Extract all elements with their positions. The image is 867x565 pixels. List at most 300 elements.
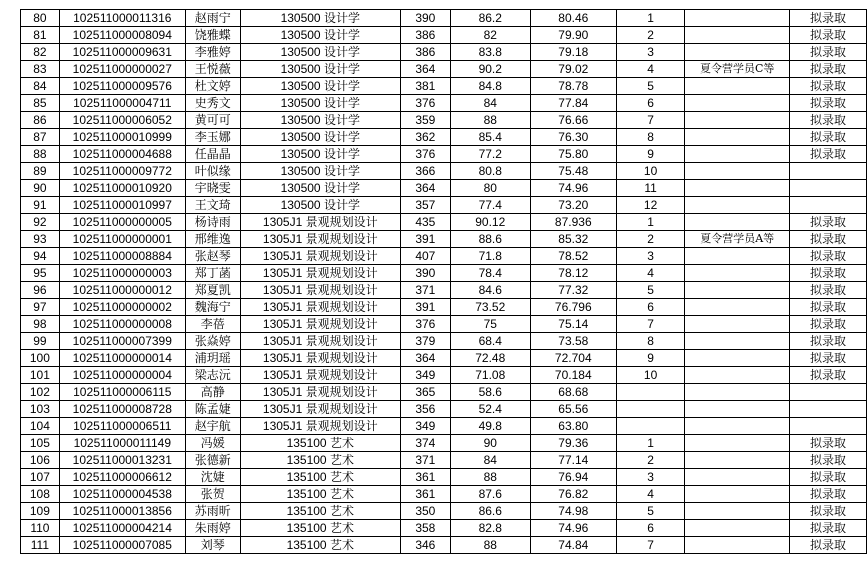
candidate-id-cell: 102511000009576 [59, 78, 185, 95]
row-number-cell: 84 [21, 78, 60, 95]
total-score-cell: 76.66 [530, 112, 616, 129]
retest-score-cell: 88.6 [450, 231, 530, 248]
rank-cell: 4 [616, 61, 685, 78]
major-cell: 135100 艺术 [240, 435, 400, 452]
candidate-id-cell: 102511000010920 [59, 180, 185, 197]
total-score-cell: 74.96 [530, 180, 616, 197]
admission-result-cell [790, 384, 867, 401]
candidate-id-cell: 102511000000008 [59, 316, 185, 333]
major-cell: 1305J1 景观规划设计 [240, 248, 400, 265]
major-cell: 130500 设计学 [240, 112, 400, 129]
major-cell: 130500 设计学 [240, 27, 400, 44]
table-row [21, 401, 867, 418]
rank-cell: 7 [616, 316, 685, 333]
retest-score-cell: 73.52 [450, 299, 530, 316]
table-row [21, 316, 867, 333]
exam-score-cell: 349 [400, 418, 450, 435]
table-row [21, 27, 867, 44]
admission-result-cell: 拟录取 [790, 231, 867, 248]
major-cell: 135100 艺术 [240, 503, 400, 520]
admission-result-cell: 拟录取 [790, 333, 867, 350]
rank-cell: 1 [616, 10, 685, 27]
exam-score-cell: 371 [400, 452, 450, 469]
exam-score-cell: 357 [400, 197, 450, 214]
row-number-cell: 90 [21, 180, 60, 197]
admission-result-cell: 拟录取 [790, 299, 867, 316]
row-number-cell: 100 [21, 350, 60, 367]
candidate-name-cell: 杨诗雨 [185, 214, 240, 231]
rank-cell: 5 [616, 282, 685, 299]
remark-cell [685, 384, 790, 401]
total-score-cell: 77.14 [530, 452, 616, 469]
table-row [21, 537, 867, 554]
remark-cell [685, 10, 790, 27]
exam-score-cell: 391 [400, 231, 450, 248]
rank-cell: 7 [616, 537, 685, 554]
major-cell: 130500 设计学 [240, 197, 400, 214]
candidate-name-cell: 张贺 [185, 486, 240, 503]
rank-cell: 7 [616, 112, 685, 129]
rank-cell [616, 418, 685, 435]
exam-score-cell: 391 [400, 299, 450, 316]
remark-cell [685, 503, 790, 520]
candidate-name-cell: 高静 [185, 384, 240, 401]
candidate-id-cell: 102511000013231 [59, 452, 185, 469]
admission-result-cell: 拟录取 [790, 61, 867, 78]
remark-cell [685, 282, 790, 299]
candidate-id-cell: 102511000008728 [59, 401, 185, 418]
candidate-id-cell: 102511000000004 [59, 367, 185, 384]
retest-score-cell: 49.8 [450, 418, 530, 435]
total-score-cell: 75.14 [530, 316, 616, 333]
remark-cell [685, 350, 790, 367]
candidate-name-cell: 梁志沅 [185, 367, 240, 384]
table-row [21, 146, 867, 163]
rank-cell: 10 [616, 367, 685, 384]
table-row [21, 129, 867, 146]
candidate-name-cell: 郑丁菡 [185, 265, 240, 282]
row-number-cell: 96 [21, 282, 60, 299]
remark-cell [685, 27, 790, 44]
retest-score-cell: 90.2 [450, 61, 530, 78]
admission-result-cell: 拟录取 [790, 265, 867, 282]
major-cell: 130500 设计学 [240, 61, 400, 78]
admission-result-cell: 拟录取 [790, 248, 867, 265]
total-score-cell: 70.184 [530, 367, 616, 384]
row-number-cell: 111 [21, 537, 60, 554]
row-number-cell: 99 [21, 333, 60, 350]
row-number-cell: 95 [21, 265, 60, 282]
candidate-name-cell: 张焱婷 [185, 333, 240, 350]
retest-score-cell: 86.2 [450, 10, 530, 27]
candidate-name-cell: 杜文婷 [185, 78, 240, 95]
remark-cell [685, 197, 790, 214]
total-score-cell: 79.18 [530, 44, 616, 61]
rank-cell: 8 [616, 333, 685, 350]
row-number-cell: 81 [21, 27, 60, 44]
retest-score-cell: 84.8 [450, 78, 530, 95]
table-row [21, 44, 867, 61]
exam-score-cell: 346 [400, 537, 450, 554]
major-cell: 1305J1 景观规划设计 [240, 418, 400, 435]
exam-score-cell: 361 [400, 486, 450, 503]
candidate-name-cell: 饶雅蝶 [185, 27, 240, 44]
candidate-id-cell: 102511000006052 [59, 112, 185, 129]
exam-score-cell: 359 [400, 112, 450, 129]
remark-cell [685, 265, 790, 282]
row-number-cell: 92 [21, 214, 60, 231]
admission-result-cell: 拟录取 [790, 520, 867, 537]
row-number-cell: 80 [21, 10, 60, 27]
major-cell: 1305J1 景观规划设计 [240, 316, 400, 333]
admission-result-cell [790, 180, 867, 197]
admission-result-cell: 拟录取 [790, 282, 867, 299]
total-score-cell: 77.84 [530, 95, 616, 112]
rank-cell: 8 [616, 129, 685, 146]
total-score-cell: 78.52 [530, 248, 616, 265]
remark-cell [685, 299, 790, 316]
candidate-id-cell: 102511000000005 [59, 214, 185, 231]
total-score-cell: 74.84 [530, 537, 616, 554]
candidate-id-cell: 102511000009772 [59, 163, 185, 180]
row-number-cell: 104 [21, 418, 60, 435]
rank-cell: 3 [616, 44, 685, 61]
candidate-name-cell: 苏雨昕 [185, 503, 240, 520]
row-number-cell: 108 [21, 486, 60, 503]
major-cell: 135100 艺术 [240, 537, 400, 554]
candidate-id-cell: 102511000010997 [59, 197, 185, 214]
row-number-cell: 88 [21, 146, 60, 163]
table-row [21, 435, 867, 452]
candidate-id-cell: 102511000013856 [59, 503, 185, 520]
admission-result-cell [790, 418, 867, 435]
row-number-cell: 97 [21, 299, 60, 316]
candidate-id-cell: 102511000004214 [59, 520, 185, 537]
row-number-cell: 106 [21, 452, 60, 469]
retest-score-cell: 82 [450, 27, 530, 44]
candidate-name-cell: 黄可可 [185, 112, 240, 129]
candidate-name-cell: 李蓓 [185, 316, 240, 333]
candidate-id-cell: 102511000007085 [59, 537, 185, 554]
total-score-cell: 76.30 [530, 129, 616, 146]
retest-score-cell: 80 [450, 180, 530, 197]
candidate-id-cell: 102511000004711 [59, 95, 185, 112]
total-score-cell: 74.96 [530, 520, 616, 537]
candidate-id-cell: 102511000000002 [59, 299, 185, 316]
candidate-name-cell: 赵雨宁 [185, 10, 240, 27]
rank-cell: 10 [616, 163, 685, 180]
exam-score-cell: 366 [400, 163, 450, 180]
candidate-name-cell: 冯媛 [185, 435, 240, 452]
retest-score-cell: 88 [450, 469, 530, 486]
major-cell: 135100 艺术 [240, 486, 400, 503]
total-score-cell: 76.94 [530, 469, 616, 486]
rank-cell: 2 [616, 27, 685, 44]
major-cell: 1305J1 景观规划设计 [240, 401, 400, 418]
row-number-cell: 89 [21, 163, 60, 180]
remark-cell [685, 112, 790, 129]
table-row [21, 469, 867, 486]
remark-cell [685, 435, 790, 452]
retest-score-cell: 88 [450, 537, 530, 554]
table-row [21, 503, 867, 520]
retest-score-cell: 87.6 [450, 486, 530, 503]
table-row [21, 520, 867, 537]
total-score-cell: 76.796 [530, 299, 616, 316]
retest-score-cell: 71.08 [450, 367, 530, 384]
retest-score-cell: 78.4 [450, 265, 530, 282]
candidate-name-cell: 任晶晶 [185, 146, 240, 163]
exam-score-cell: 356 [400, 401, 450, 418]
major-cell: 1305J1 景观规划设计 [240, 350, 400, 367]
candidate-id-cell: 102511000004688 [59, 146, 185, 163]
retest-score-cell: 84 [450, 95, 530, 112]
table-row [21, 112, 867, 129]
major-cell: 130500 设计学 [240, 180, 400, 197]
rank-cell: 4 [616, 486, 685, 503]
remark-cell [685, 163, 790, 180]
major-cell: 130500 设计学 [240, 44, 400, 61]
remark-cell [685, 452, 790, 469]
admission-result-cell [790, 401, 867, 418]
rank-cell: 11 [616, 180, 685, 197]
retest-score-cell: 52.4 [450, 401, 530, 418]
candidate-id-cell: 102511000010999 [59, 129, 185, 146]
candidate-name-cell: 浦玥瑶 [185, 350, 240, 367]
total-score-cell: 76.82 [530, 486, 616, 503]
admission-result-cell: 拟录取 [790, 435, 867, 452]
remark-cell [685, 78, 790, 95]
candidate-name-cell: 陈孟婕 [185, 401, 240, 418]
exam-score-cell: 371 [400, 282, 450, 299]
exam-score-cell: 376 [400, 146, 450, 163]
major-cell: 1305J1 景观规划设计 [240, 384, 400, 401]
row-number-cell: 94 [21, 248, 60, 265]
rank-cell [616, 401, 685, 418]
table-row [21, 248, 867, 265]
major-cell: 130500 设计学 [240, 78, 400, 95]
admission-result-cell [790, 163, 867, 180]
total-score-cell: 79.90 [530, 27, 616, 44]
table-row [21, 282, 867, 299]
row-number-cell: 105 [21, 435, 60, 452]
admission-result-cell: 拟录取 [790, 350, 867, 367]
retest-score-cell: 84.6 [450, 282, 530, 299]
row-number-cell: 102 [21, 384, 60, 401]
exam-score-cell: 364 [400, 180, 450, 197]
candidate-id-cell: 102511000011149 [59, 435, 185, 452]
exam-score-cell: 364 [400, 61, 450, 78]
rank-cell: 2 [616, 231, 685, 248]
retest-score-cell: 85.4 [450, 129, 530, 146]
total-score-cell: 80.46 [530, 10, 616, 27]
admission-result-cell: 拟录取 [790, 537, 867, 554]
admission-result-cell: 拟录取 [790, 367, 867, 384]
candidate-id-cell: 102511000009631 [59, 44, 185, 61]
total-score-cell: 65.56 [530, 401, 616, 418]
exam-score-cell: 407 [400, 248, 450, 265]
remark-cell [685, 333, 790, 350]
retest-score-cell: 90 [450, 435, 530, 452]
major-cell: 1305J1 景观规划设计 [240, 231, 400, 248]
candidate-name-cell: 刘琴 [185, 537, 240, 554]
rank-cell: 3 [616, 248, 685, 265]
exam-score-cell: 376 [400, 95, 450, 112]
total-score-cell: 87.936 [530, 214, 616, 231]
major-cell: 135100 艺术 [240, 469, 400, 486]
remark-cell [685, 401, 790, 418]
total-score-cell: 72.704 [530, 350, 616, 367]
total-score-cell: 74.98 [530, 503, 616, 520]
remark-cell [685, 316, 790, 333]
exam-score-cell: 364 [400, 350, 450, 367]
admission-result-cell: 拟录取 [790, 214, 867, 231]
remark-cell [685, 180, 790, 197]
row-number-cell: 85 [21, 95, 60, 112]
remark-cell [685, 486, 790, 503]
total-score-cell: 68.68 [530, 384, 616, 401]
rank-cell: 1 [616, 214, 685, 231]
admission-result-cell: 拟录取 [790, 146, 867, 163]
retest-score-cell: 90.12 [450, 214, 530, 231]
exam-score-cell: 362 [400, 129, 450, 146]
candidate-id-cell: 102511000000027 [59, 61, 185, 78]
admission-result-cell: 拟录取 [790, 27, 867, 44]
admission-result-cell: 拟录取 [790, 129, 867, 146]
rank-cell: 5 [616, 78, 685, 95]
admission-result-cell: 拟录取 [790, 95, 867, 112]
row-number-cell: 107 [21, 469, 60, 486]
row-number-cell: 93 [21, 231, 60, 248]
retest-score-cell: 58.6 [450, 384, 530, 401]
candidate-name-cell: 李玉娜 [185, 129, 240, 146]
admission-result-cell: 拟录取 [790, 452, 867, 469]
candidate-name-cell: 朱雨婷 [185, 520, 240, 537]
major-cell: 1305J1 景观规划设计 [240, 367, 400, 384]
admission-result-cell: 拟录取 [790, 469, 867, 486]
total-score-cell: 78.12 [530, 265, 616, 282]
major-cell: 130500 设计学 [240, 95, 400, 112]
table-row [21, 197, 867, 214]
total-score-cell: 75.48 [530, 163, 616, 180]
table-row [21, 384, 867, 401]
exam-score-cell: 365 [400, 384, 450, 401]
exam-score-cell: 358 [400, 520, 450, 537]
rank-cell: 2 [616, 452, 685, 469]
candidate-name-cell: 叶似缘 [185, 163, 240, 180]
retest-score-cell: 72.48 [450, 350, 530, 367]
table-row [21, 367, 867, 384]
table-row [21, 95, 867, 112]
row-number-cell: 86 [21, 112, 60, 129]
total-score-cell: 75.80 [530, 146, 616, 163]
major-cell: 135100 艺术 [240, 520, 400, 537]
exam-score-cell: 381 [400, 78, 450, 95]
candidate-name-cell: 张赵琴 [185, 248, 240, 265]
table-row [21, 333, 867, 350]
major-cell: 130500 设计学 [240, 146, 400, 163]
major-cell: 130500 设计学 [240, 163, 400, 180]
total-score-cell: 73.58 [530, 333, 616, 350]
candidate-id-cell: 102511000011316 [59, 10, 185, 27]
remark-cell [685, 214, 790, 231]
row-number-cell: 83 [21, 61, 60, 78]
admission-result-cell: 拟录取 [790, 78, 867, 95]
exam-score-cell: 349 [400, 367, 450, 384]
candidate-name-cell: 赵宇航 [185, 418, 240, 435]
candidate-name-cell: 史秀文 [185, 95, 240, 112]
remark-cell [685, 418, 790, 435]
table-row [21, 265, 867, 282]
rank-cell: 1 [616, 435, 685, 452]
retest-score-cell: 68.4 [450, 333, 530, 350]
rank-cell: 6 [616, 95, 685, 112]
admission-result-cell: 拟录取 [790, 316, 867, 333]
candidate-name-cell: 邢维逸 [185, 231, 240, 248]
total-score-cell: 77.32 [530, 282, 616, 299]
retest-score-cell: 75 [450, 316, 530, 333]
major-cell: 1305J1 景观规划设计 [240, 282, 400, 299]
rank-cell: 9 [616, 350, 685, 367]
table-row [21, 214, 867, 231]
major-cell: 130500 设计学 [240, 129, 400, 146]
rank-cell: 6 [616, 299, 685, 316]
total-score-cell: 79.02 [530, 61, 616, 78]
exam-score-cell: 379 [400, 333, 450, 350]
total-score-cell: 78.78 [530, 78, 616, 95]
exam-score-cell: 376 [400, 316, 450, 333]
major-cell: 1305J1 景观规划设计 [240, 299, 400, 316]
candidate-id-cell: 102511000000012 [59, 282, 185, 299]
row-number-cell: 101 [21, 367, 60, 384]
table-row [21, 61, 867, 78]
candidate-id-cell: 102511000007399 [59, 333, 185, 350]
rank-cell: 6 [616, 520, 685, 537]
candidate-id-cell: 102511000006612 [59, 469, 185, 486]
retest-score-cell: 84 [450, 452, 530, 469]
total-score-cell: 79.36 [530, 435, 616, 452]
candidate-id-cell: 102511000000014 [59, 350, 185, 367]
table-row [21, 10, 867, 27]
rank-cell: 9 [616, 146, 685, 163]
candidate-name-cell: 郑夏凯 [185, 282, 240, 299]
retest-score-cell: 77.4 [450, 197, 530, 214]
table-row [21, 231, 867, 248]
table-row [21, 180, 867, 197]
row-number-cell: 110 [21, 520, 60, 537]
table-row [21, 452, 867, 469]
candidate-id-cell: 102511000006115 [59, 384, 185, 401]
major-cell: 135100 艺术 [240, 452, 400, 469]
rank-cell: 12 [616, 197, 685, 214]
admission-table [20, 9, 867, 554]
table-row [21, 418, 867, 435]
major-cell: 1305J1 景观规划设计 [240, 214, 400, 231]
rank-cell: 3 [616, 469, 685, 486]
total-score-cell: 73.20 [530, 197, 616, 214]
table-row [21, 299, 867, 316]
retest-score-cell: 77.2 [450, 146, 530, 163]
total-score-cell: 63.80 [530, 418, 616, 435]
retest-score-cell: 88 [450, 112, 530, 129]
candidate-id-cell: 102511000006511 [59, 418, 185, 435]
retest-score-cell: 71.8 [450, 248, 530, 265]
remark-cell: 夏令营学员C等 [685, 61, 790, 78]
remark-cell [685, 367, 790, 384]
candidate-name-cell: 张德新 [185, 452, 240, 469]
exam-score-cell: 386 [400, 44, 450, 61]
candidate-name-cell: 王文琦 [185, 197, 240, 214]
